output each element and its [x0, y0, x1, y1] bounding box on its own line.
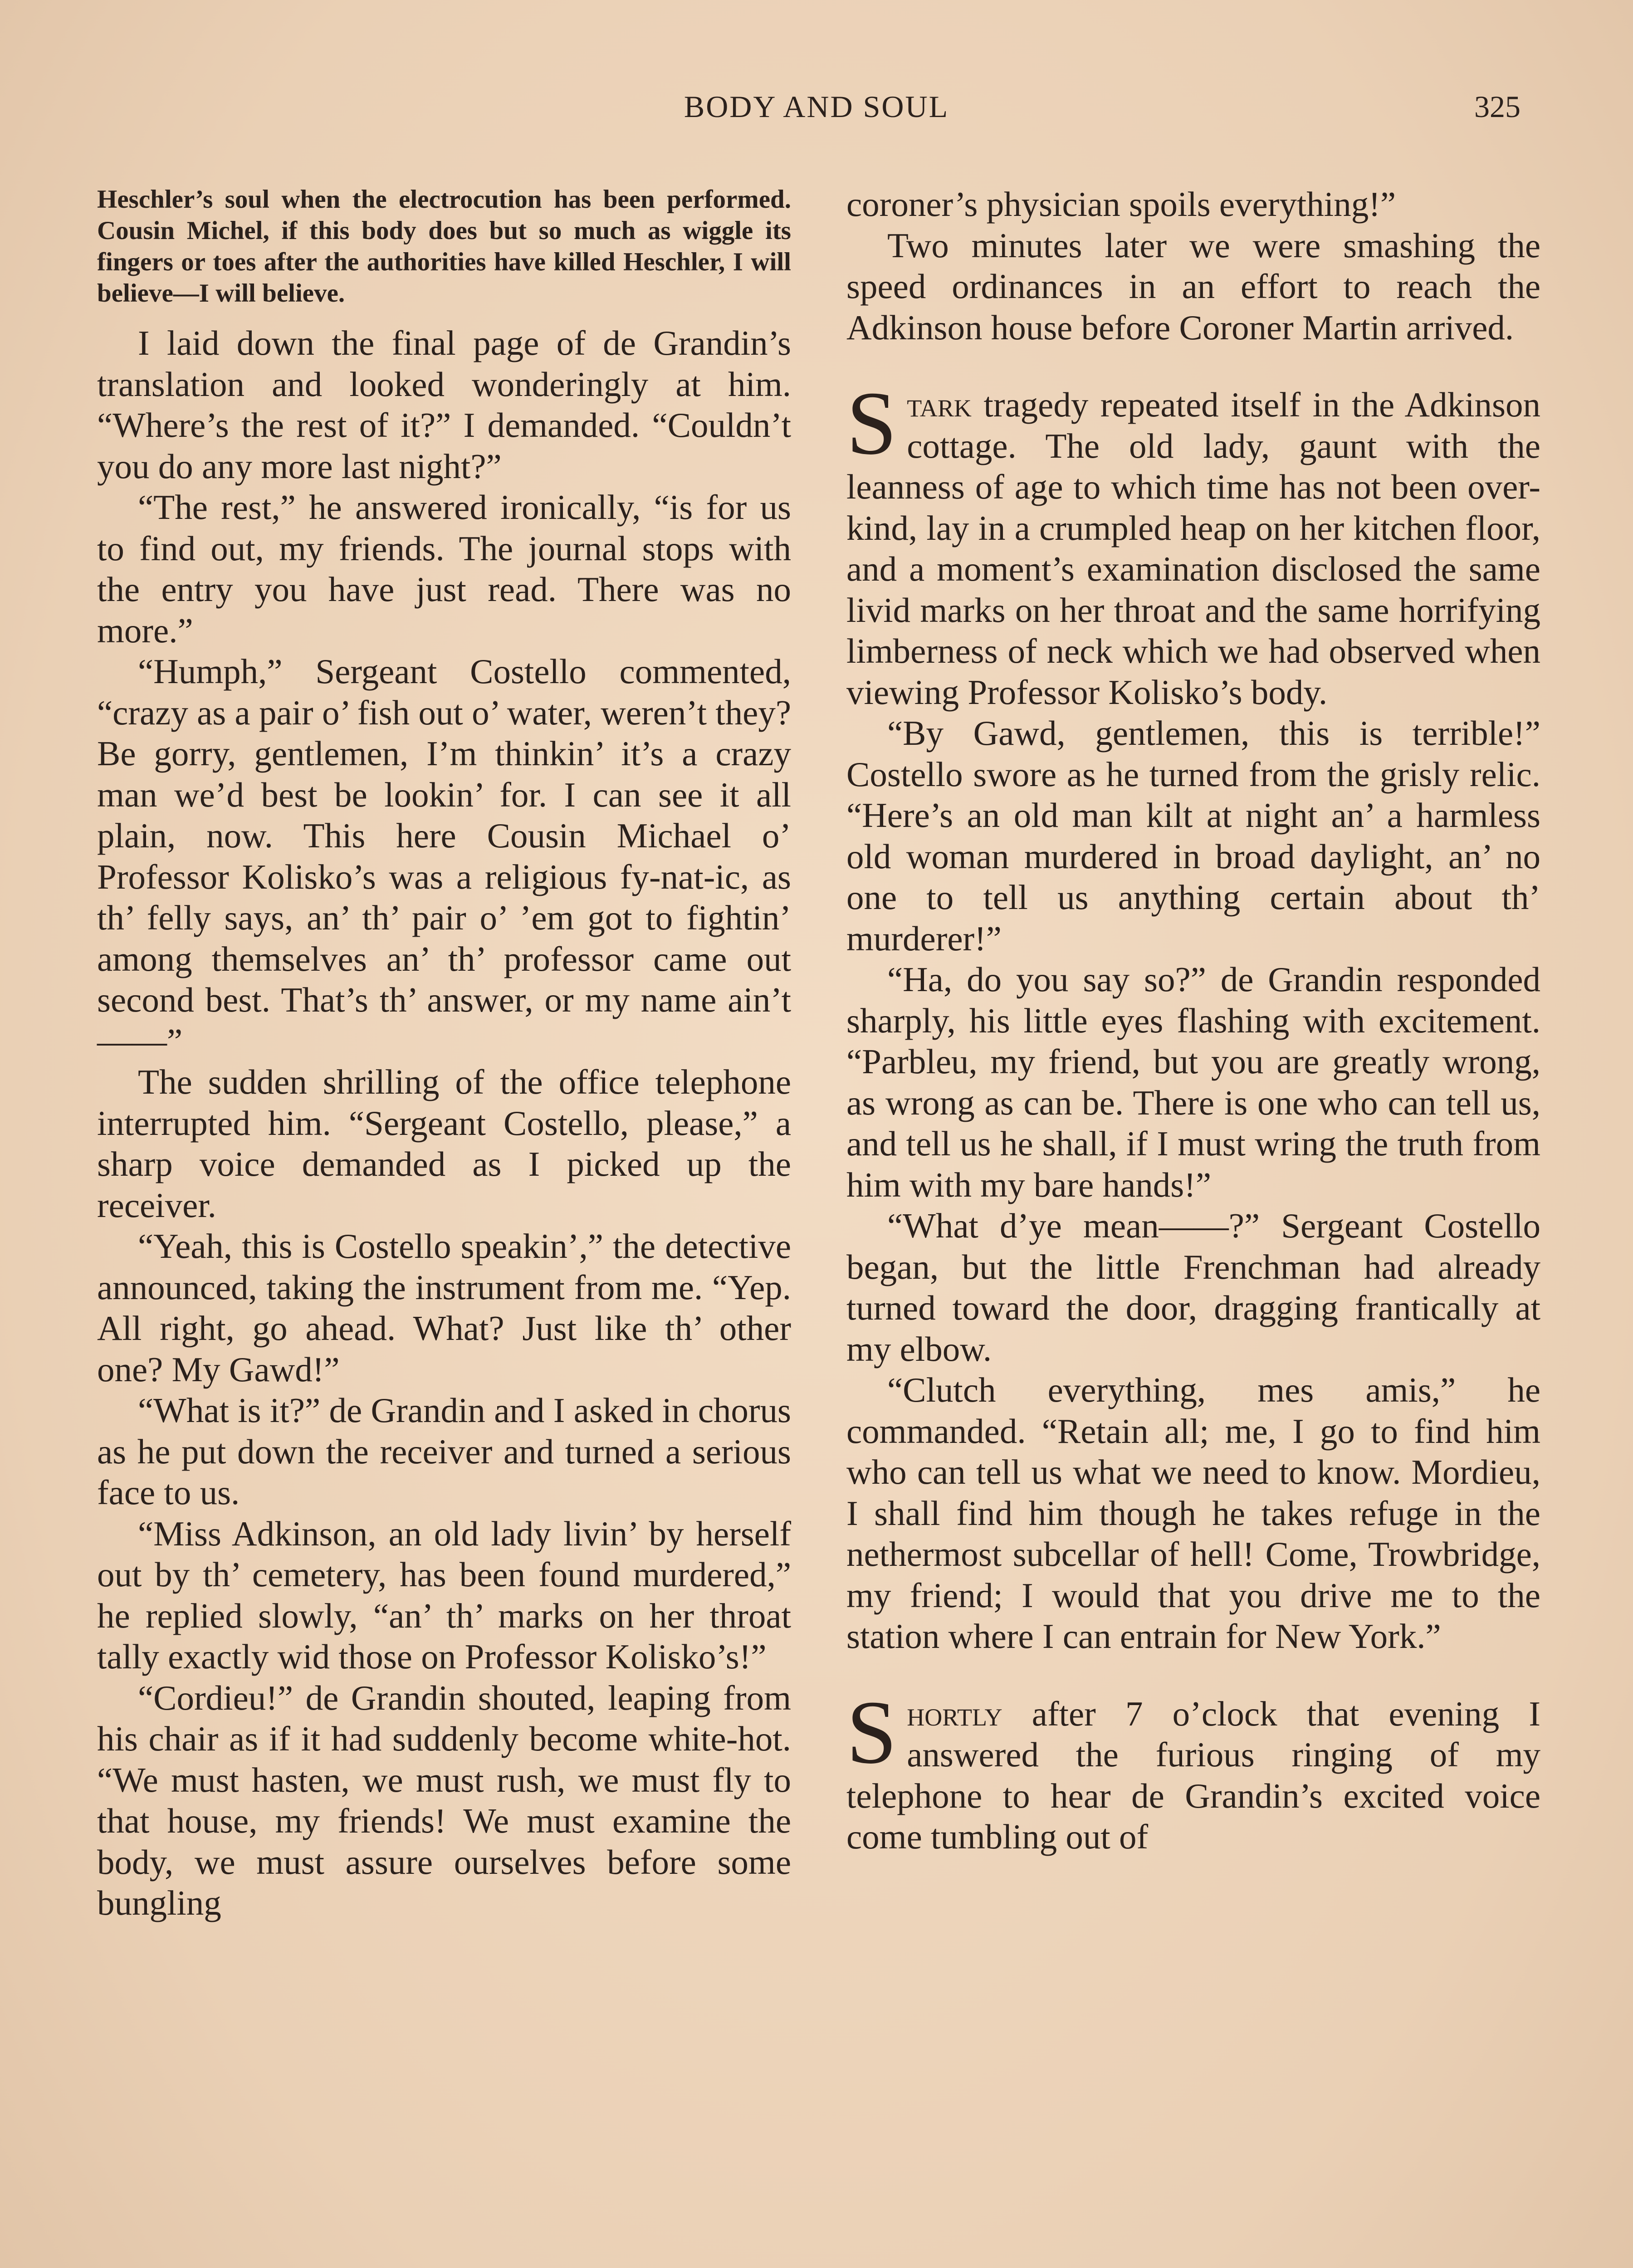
drop-cap: S	[846, 373, 897, 474]
paragraph: “What is it?” de Grandin and I asked in chorus as he put down the receiver and turned a serious face to us.	[97, 1391, 791, 1512]
journal-excerpt: Heschler’s soul when the electrocution has been performed. Cousin Michel, if this body does but so much as wiggle its fingers or toes after the authorities have killed Heschler, I will believe—I will believe.	[97, 185, 791, 308]
section-opening-paragraph	[846, 1682, 1540, 1857]
paragraph: The sudden shrilling of the office telephone interrupted him. “Sergeant Costello, please,” a sharp voice demanded as I picked up the receiver.	[97, 1062, 791, 1225]
section-break	[846, 1657, 1540, 1693]
paragraph: “Miss Adkinson, an old lady livin’ by herself out by th’ cemetery, has been found murdered,” he replied slowly, “an’ th’ marks on her throat tally exactly wid those on Professor Kolisko’s!”	[97, 1514, 791, 1676]
paragraph-text: tragedy repeated itself in the Adkinson cottage. The old lady, gaunt with the leanness of age to which time has not been over-kind, lay in a crumpled heap on her kitchen floor, and a moment’s examination disclosed the same livid marks on her throat and the same horrifying limberness of neck which we had observed when viewing Professor Kolisko’s body.	[846, 385, 1540, 712]
right-column	[846, 184, 1540, 1857]
section-opening-paragraph	[846, 373, 1540, 713]
paragraph: “Cordieu!” de Grandin shouted, leaping from his chair as if it had suddenly become white-hot. “We must hasten, we must rush, we must fly to that house, my friends! We must examine the body, we must assure ourselves before some bungling	[97, 1678, 791, 1922]
small-caps-lead: hortly	[907, 1694, 1002, 1733]
running-title: BODY AND SOUL	[684, 89, 949, 124]
paragraph: “By Gawd, gentlemen, this is terrible!” Costello swore as he turned from the grisly relic. “Here’s an old man kilt at night an’ a harmless old woman murdered in broad daylight, an’ no one to tell us anything certain about th’ murderer!”	[846, 714, 1540, 958]
paragraph: Two minutes later we were smashing the speed ordinances in an effort to reach the Adkinson house before Coroner Martin arrived.	[846, 225, 1540, 347]
paragraph: “Yeah, this is Costello speakin’,” the detective announced, taking the instrument from me. “Yep. All right, go ahead. What? Just like th’ other one? My Gawd!”	[97, 1227, 791, 1389]
page-number: 325	[1474, 89, 1521, 124]
paragraph: I laid down the final page of de Grandin’s translation and looked wonderingly at him. “Where’s the rest of it?” I demanded. “Couldn’t you do any more last night?”	[97, 323, 791, 486]
paragraph-text: after 7 o’clock that evening I answered the furious ringing of my telephone to hear de Grandin’s excited voice come tumbling out of	[846, 1694, 1540, 1856]
paragraph: “Clutch everything, mes amis,” he commanded. “Retain all; me, I go to find him who can tell us what we need to know. Mordieu, I shall find him though he takes refuge in the nethermost subcellar of hell! Come, Trowbridge, my friend; I would that you drive me to the station where I can entrain for New York.”	[846, 1370, 1540, 1656]
paragraph-continuation: coroner’s physician spoils everything!”	[846, 185, 1396, 224]
paragraph: “Ha, do you say so?” de Grandin responded sharply, his little eyes flashing with excitement. “Parbleu, my friend, but you are greatly wrong, as wrong as can be. There is one who can tell us, and tell us he shall, if I must wring the truth from him with my bare hands!”	[846, 960, 1540, 1204]
section-break	[846, 348, 1540, 384]
paragraph: “What d’ye mean——?” Sergeant Costello began, but the little Frenchman had already turned toward the door, dragging frantically at my elbow.	[846, 1206, 1540, 1369]
drop-cap: S	[846, 1682, 897, 1783]
paragraph: “The rest,” he answered ironically, “is for us to find out, my friends. The journal stops with the entry you have just read. There was no more.”	[97, 488, 791, 650]
small-caps-lead: tark	[907, 385, 972, 424]
paragraph: “Humph,” Sergeant Costello commented, “crazy as a pair o’ fish out o’ water, weren’t they? Be gorry, gentlemen, I’m thinkin’ it’s a crazy man we’d best be lookin’ for. I can see it all plain, now. This here Cousin Michael o’ Professor Kolisko’s was a religious fy-nat-ic, as th’ felly says, an’ th’ pair o’ ’em got to fightin’ among themselves an’ th’ professor came out second best. That’s th’ answer, or my name ain’t——”	[97, 652, 791, 1061]
left-column	[97, 184, 791, 1924]
